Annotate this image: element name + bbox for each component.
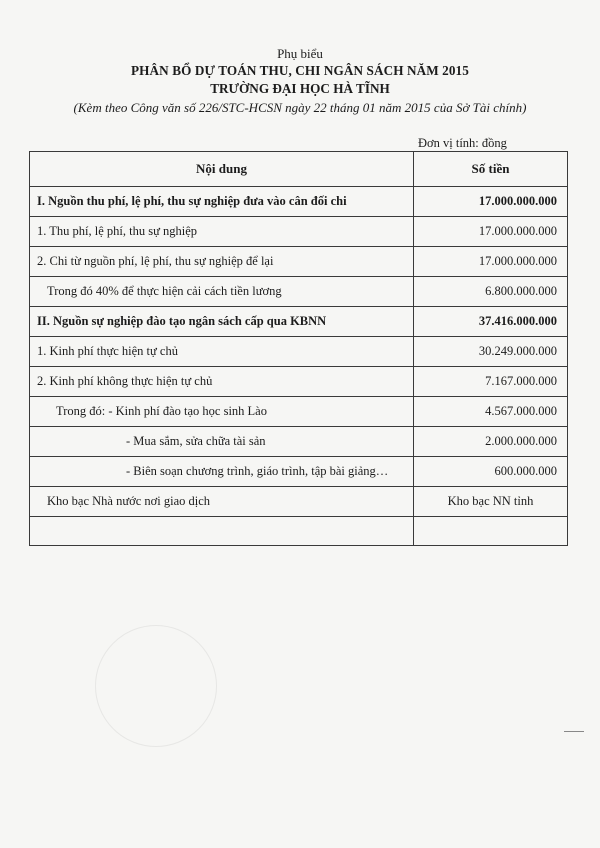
row-amount: 17.000.000.000	[414, 187, 568, 217]
table-row	[30, 187, 568, 217]
row-amount: 7.167.000.000	[414, 367, 568, 397]
institution-name: TRƯỜNG ĐẠI HỌC HÀ TĨNH	[210, 81, 390, 96]
row-content: 2. Kinh phí không thực hiện tự chủ	[30, 367, 414, 397]
table-row	[30, 217, 568, 247]
table-row	[30, 307, 568, 337]
table-header-row	[30, 152, 568, 187]
row-amount: 2.000.000.000	[414, 427, 568, 457]
table-row	[30, 367, 568, 397]
row-content: Trong đó: - Kinh phí đào tạo học sinh Lào	[30, 397, 414, 427]
row-amount: 17.000.000.000	[414, 247, 568, 277]
row-content: Trong đó 40% để thực hiện cải cách tiền lương	[30, 277, 414, 307]
row-content: - Biên soạn chương trình, giáo trình, tập bài giảng…	[30, 457, 414, 487]
row-content: 1. Kinh phí thực hiện tự chủ	[30, 337, 414, 367]
faint-stamp-bleedthrough	[95, 625, 217, 747]
row-content: II. Nguồn sự nghiệp đào tạo ngân sách cấp qua KBNN	[30, 307, 414, 337]
row-content: 1. Thu phí, lệ phí, thu sự nghiệp	[30, 217, 414, 247]
row-amount: 37.416.000.000	[414, 307, 568, 337]
row-content: I. Nguồn thu phí, lệ phí, thu sự nghiệp đưa vào cân đối chi	[30, 187, 414, 217]
table-row	[30, 397, 568, 427]
reference-note: (Kèm theo Công văn số 226/STC-HCSN ngày 22 tháng 01 năm 2015 của Sở Tài chính)	[73, 100, 527, 115]
header-amount: Số tiền	[414, 152, 568, 187]
unit-label: Đơn vị tính: đồng	[418, 136, 507, 150]
document-title: PHÂN BỔ DỰ TOÁN THU, CHI NGÂN SÁCH NĂM 2015	[131, 63, 469, 78]
row-content: Kho bạc Nhà nước nơi giao dịch	[30, 487, 414, 517]
header-content: Nội dung	[30, 152, 414, 187]
appendix-label: Phụ biểu	[277, 46, 323, 61]
row-amount: 6.800.000.000	[414, 277, 568, 307]
row-content: 2. Chi từ nguồn phí, lệ phí, thu sự nghiệp để lại	[30, 247, 414, 277]
table-row	[30, 457, 568, 487]
row-amount: 30.249.000.000	[414, 337, 568, 367]
row-amount: 17.000.000.000	[414, 217, 568, 247]
row-amount: 600.000.000	[414, 457, 568, 487]
budget-table	[29, 151, 568, 546]
table-row	[30, 427, 568, 457]
row-amount: Kho bạc NN tỉnh	[414, 487, 568, 517]
table-row	[30, 247, 568, 277]
pen-mark	[564, 731, 584, 732]
row-amount: 4.567.000.000	[414, 397, 568, 427]
table-row	[30, 337, 568, 367]
table-row	[30, 487, 568, 517]
row-amount	[414, 517, 568, 546]
row-content: - Mua sắm, sửa chữa tài sản	[30, 427, 414, 457]
row-content	[30, 517, 414, 546]
table-row	[30, 277, 568, 307]
table-row	[30, 517, 568, 546]
